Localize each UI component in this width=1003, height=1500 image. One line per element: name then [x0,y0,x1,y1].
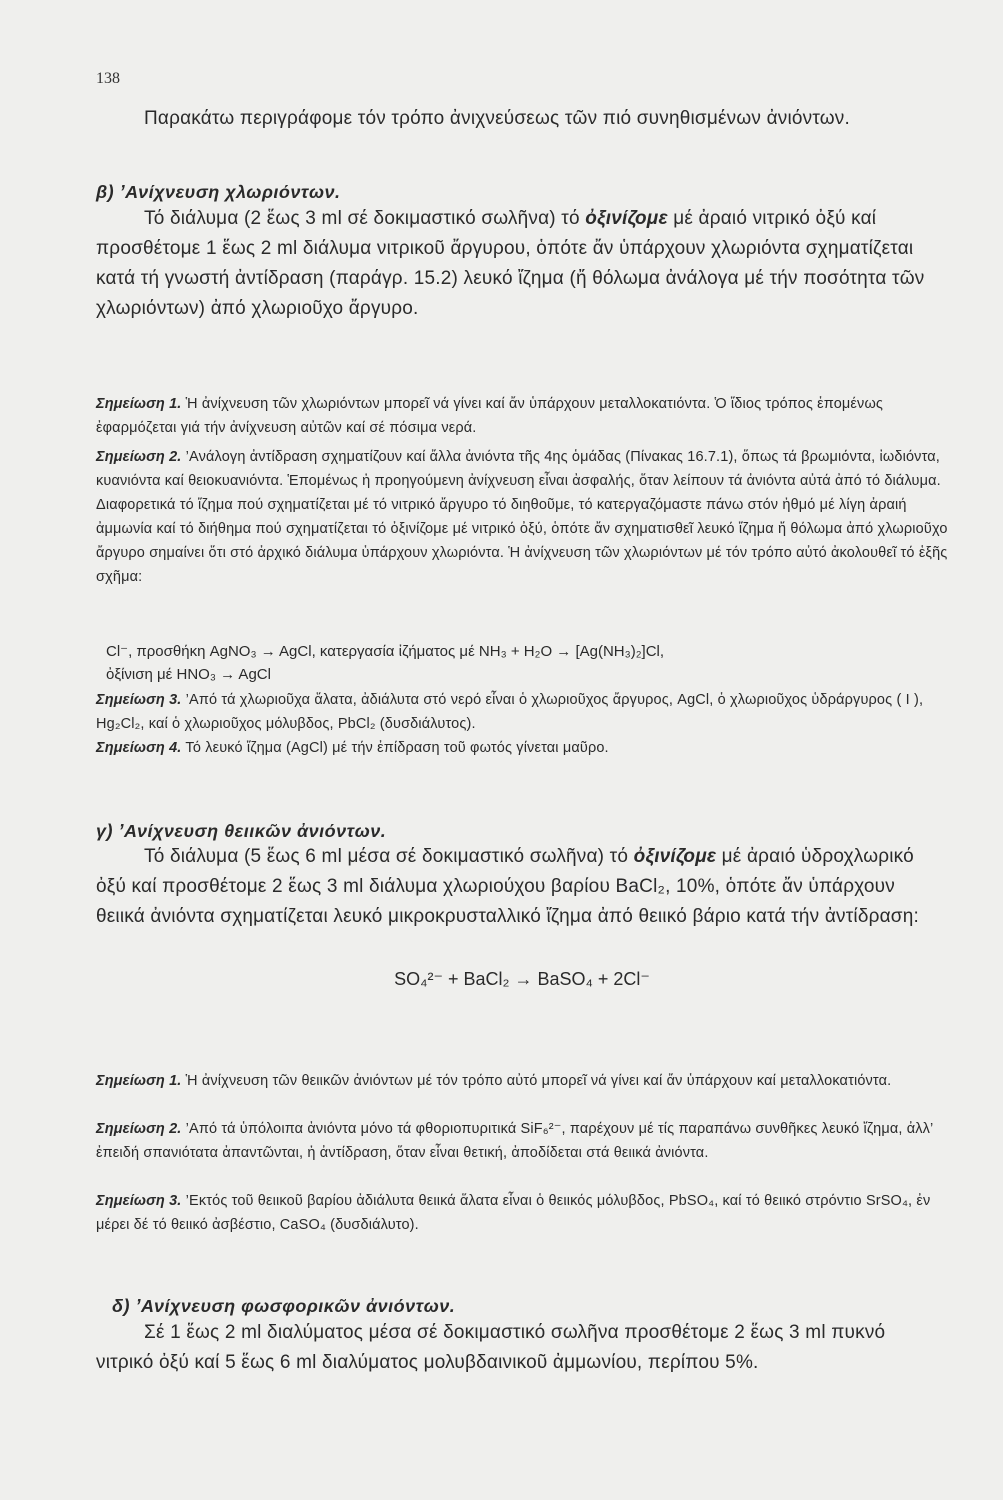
section-b-note-2 [96,445,948,589]
section-c-note-1 [96,1069,948,1093]
section-d-title: δ) ’Ανίχνευση φωσφορικῶν ἀνιόντων. [112,1296,456,1316]
section-c-note-3 [96,1189,948,1237]
note-text: ’Από τά χλωριοῦχα ἅλατα, ἀδιάλυτα στό νερό εἶναι ὁ χλωριοῦχος ἄργυρος, AgCl, ὁ χλωριοῦχος ὑδράργυρος ( I ), Hg₂Cl₂, καί ὁ χλωριοῦχος μόλυβδος, PbCl₂ (δυσδιάλυτος). [96,692,924,732]
note-text: ’Από τά ὑπόλοιπα ἀνιόντα μόνο τά φθοριοπυριτικά SiF₆²⁻, παρέχουν μέ τίς παραπάνω συνθῆκες λευκό ἴζημα, ἀλλ’ ἐπειδή σπανιότατα ἀπαντῶνται, ἡ ἀντίδραση, ὅταν εἶναι θετική, ἀποδίδεται στά θειικά ἀνιόντα. [96,1121,933,1161]
section-b-note-4 [96,736,948,760]
section-c-keyword: ὀξινίζομε [633,846,717,867]
scheme-line-1: Cl⁻, προσθήκη AgNO₃ → AgCl, κατεργασία ἰζήματος μέ NH₃ + H₂O → [Ag(NH₃)₂]Cl, [106,643,665,660]
note-label: Σημείωση 3. [96,1193,182,1209]
section-b-para-pre: Τό διάλυμα (2 ἕως 3 ml σέ δοκιμαστικό σωλῆνα) τό [144,208,586,229]
note-text: Ἡ ἀνίχνευση τῶν θειικῶν ἀνιόντων μέ τόν τρόπο αὐτό μπορεῖ νά γίνει καί ἄν ὑπάρχουν καί μεταλλοκατιόντα. [181,1073,892,1089]
note-label: Σημείωση 1. [96,396,182,412]
note-label: Σημείωση 3. [96,692,182,708]
sulfate-equation: SO₄²⁻ + BaCl₂ → BaSO₄ + 2Cl⁻ [394,969,650,989]
note-label: Σημείωση 2. [96,1121,182,1137]
section-c-para-pre: Τό διάλυμα (5 ἕως 6 ml μέσα σέ δοκιμαστικό σωλῆνα) τό [144,846,634,867]
note-text: Ἡ ἀνίχνευση τῶν χλωριόντων μπορεῖ νά γίνει καί ἄν ὑπάρχουν μεταλλοκατιόντα. Ὁ ἴδιος τρόπος ἑπομένως ἐφαρμόζεται γιά τήν ἀνίχνευση αὐτῶν καί σέ πόσιμα νερά. [96,396,884,436]
section-b-paragraph [96,204,948,324]
section-c-title: γ) ’Ανίχνευση θειικῶν ἀνιόντων. [96,821,387,841]
note-text: ’Εκτός τοῦ θειικοῦ βαρίου ἀδιάλυτα θειικά ἅλατα εἶναι ὁ θειικός μόλυβδος, PbSO₄, καί τό θειικό στρόντιο SrSO₄, ἐν μέρει δέ τό θειικό ἀσβέστιο, CaSO₄ (δυσδιάλυτο). [96,1193,931,1233]
section-b-para-post: μέ ἀραιό νιτρικό ὀξύ καί προσθέτομε 1 ἕως 2 ml διάλυμα νιτρικοῦ ἄργυρου, ὁπότε ἄν ὑπάρχουν χλωριόντα σχηματίζεται κατά τή γνωστή ἀντίδραση (παράγρ. 15.2) λευκό ἴζημα (ἤ θόλωμα ἀνάλογα μέ τήν ποσότητα τῶν χλωριόντων) ἀπό χλωριοῦχο ἄργυρο. [96,208,925,319]
section-b-note-1 [96,392,948,440]
section-b-note-3 [96,688,948,736]
note-label: Σημείωση 2. [96,449,182,465]
note-text: ’Ανάλογη ἀντίδραση σχηματίζουν καί ἄλλα ἀνιόντα τῆς 4ης ὁμάδας (Πίνακας 16.7.1), ὅπως τά βρωμιόντα, ἰωδιόντα, κυανιόντα καί θειοκυανιόντα. Ἑπομένως ἡ προηγούμενη ἀνίχνευση εἶναι ἀσφαλής, ὅταν λείπουν τά ἀνιόντα αὐτά ἀπό τό διάλυμα. Διαφορετικά τό ἴζημα πού σχηματίζεται μέ τό νιτρικό ἄργυρο τό διηθοῦμε, τό κατεργαζόμαστε πάνω στόν ἠθμό μέ λίγη ἀραιή ἀμμωνία καί τό διήθημα πού σχηματίζεται τό ὀξινίζομε μέ νιτρικό ὀξύ, ὁπότε ἄν σχηματισθεῖ λευκό ἴζημα ἤ θόλωμα ἀπό χλωριοῦχο ἄργυρο σημαίνει ὅτι στό ἀρχικό διάλυμα ὑπάρχουν χλωριόντα. Ἡ ἀνίχνευση τῶν χλωριόντων μέ τόν τρόπο αὐτό ἀκολουθεῖ τό ἑξῆς σχῆμα: [96,449,948,585]
note-label: Σημείωση 1. [96,1073,182,1089]
note-text: Τό λευκό ἴζημα (AgCl) μέ τήν ἐπίδραση τοῦ φωτός γίνεται μαῦρο. [181,740,609,756]
section-d-paragraph: Σέ 1 ἕως 2 ml διαλύματος μέσα σέ δοκιμαστικό σωλῆνα προσθέτομε 2 ἕως 3 ml πυκνό νιτρικό ὀξύ καί 5 ἕως 6 ml διαλύματος μολυβδαινικοῦ ἀμμωνίου, περίπου 5%. [96,1322,886,1373]
section-b-keyword: ὀξινίζομε [585,208,668,229]
intro-paragraph: Παρακάτω περιγράφομε τόν τρόπο ἀνιχνεύσεως τῶν πιό συνηθισμένων ἀνιόντων. [144,108,850,129]
page-number: 138 [96,70,120,87]
section-b-title: β) ’Ανίχνευση χλωριόντων. [96,182,341,202]
section-c-paragraph [96,842,948,932]
note-label: Σημείωση 4. [96,740,182,756]
section-c-para-post: μέ ἀραιό ὑδροχλωρικό ὀξύ καί προσθέτομε 2 ἕως 3 ml διάλυμα χλωριούχου βαρίου BaCl₂, 10%, ὁπότε ἄν ὑπάρχουν θειικά ἀνιόντα σχηματίζεται λευκό μικροκρυσταλλικό ἴζημα ἀπό θειικό βάριο κατά τήν ἀντίδραση: [96,846,919,927]
section-c-note-2 [96,1117,948,1165]
reaction-scheme [106,640,948,686]
scheme-line-2: ὀξίνιση μέ HNO₃ → AgCl [106,666,271,683]
